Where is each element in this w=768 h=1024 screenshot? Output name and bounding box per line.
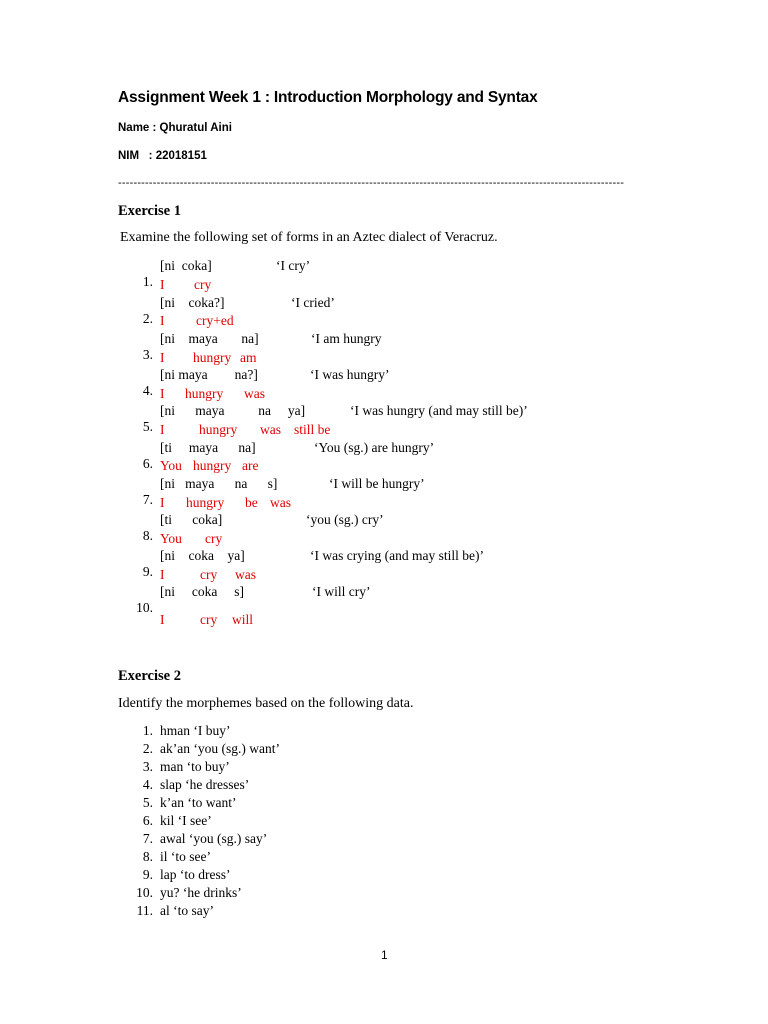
item-form: [ni coka s]	[160, 584, 244, 599]
red-gloss: are	[242, 458, 259, 473]
red-gloss: still be	[294, 422, 331, 437]
item-number: 2.	[142, 741, 153, 756]
exercise1-item-10	[136, 584, 371, 664]
item-number: 3.	[142, 759, 153, 774]
section-divider: -----------------------------------------------------------------------------------------------------------------------------------	[118, 177, 625, 189]
item-gloss: ‘I was hungry (and may still be)’	[350, 403, 528, 418]
item-gloss: ‘I will cry’	[312, 584, 371, 599]
exercise2-intro: Identify the morphemes based on the following data.	[118, 696, 414, 711]
red-gloss: was	[235, 567, 256, 582]
item-number: 7.	[142, 492, 153, 507]
item-number: 10.	[136, 885, 153, 900]
item-number: 10.	[136, 600, 153, 615]
red-gloss: You	[160, 531, 182, 546]
exercise2-heading: Exercise 2	[118, 668, 181, 684]
item-number: 9.	[142, 564, 153, 579]
item-form: [ni coka?]	[160, 295, 225, 310]
red-gloss: You	[160, 458, 182, 473]
item-number: 4.	[142, 777, 153, 792]
exercise1-heading: Exercise 1	[118, 203, 181, 219]
red-gloss: be	[245, 495, 258, 510]
red-gloss: cry	[200, 612, 218, 627]
red-gloss: I	[160, 386, 165, 401]
item-number: 4.	[142, 383, 153, 398]
page-title: Assignment Week 1 : Introduction Morphology and Syntax	[118, 89, 538, 106]
item-gloss: ‘I will be hungry’	[329, 476, 425, 491]
item-form: [ni maya na?]	[160, 367, 258, 382]
item-gloss: ‘I cried’	[291, 295, 335, 310]
red-gloss: cry	[194, 277, 212, 292]
red-gloss: will	[232, 612, 254, 627]
item-form: [ti maya na]	[160, 440, 256, 455]
item-number: 8.	[142, 528, 153, 543]
red-gloss: I	[160, 313, 165, 328]
red-gloss: was	[270, 495, 291, 510]
item-gloss: ‘You (sg.) are hungry’	[314, 440, 435, 455]
item-number: 2.	[142, 311, 153, 326]
red-gloss: I	[160, 612, 165, 627]
exercise1-intro: Examine the following set of forms in an Aztec dialect of Veracruz.	[120, 230, 498, 245]
item-form: [ni coka ya]	[160, 548, 245, 563]
item-text: k’an ‘to want’	[160, 795, 237, 810]
red-gloss: I	[160, 567, 165, 582]
item-gloss: ‘you (sg.) cry’	[306, 512, 384, 527]
red-gloss: was	[244, 386, 265, 401]
item-form: [ni maya na s]	[160, 476, 278, 491]
item-number: 9.	[142, 867, 153, 882]
red-gloss: hungry	[193, 350, 232, 365]
page-number: 1	[381, 948, 388, 962]
item-text: awal ‘you (sg.) say’	[160, 831, 268, 846]
red-gloss: I	[160, 350, 165, 365]
red-gloss: cry	[205, 531, 223, 546]
item-number: 7.	[142, 831, 153, 846]
item-number: 11.	[136, 903, 153, 918]
red-gloss: hungry	[185, 386, 224, 401]
red-gloss: I	[160, 277, 165, 292]
item-text: kil ‘I see’	[160, 813, 212, 828]
item-text: al ‘to say’	[160, 903, 214, 918]
red-gloss: was	[260, 422, 281, 437]
item-text: slap ‘he dresses’	[160, 777, 250, 792]
student-name: Name : Qhuratul Aini	[118, 122, 232, 134]
item-number: 3.	[142, 347, 153, 362]
item-number: 6.	[142, 813, 153, 828]
item-number: 5.	[142, 795, 153, 810]
item-number: 8.	[142, 849, 153, 864]
item-form: [ni coka]	[160, 258, 212, 273]
red-gloss: I	[160, 495, 165, 510]
item-text: man ‘to buy’	[160, 759, 230, 774]
red-gloss: cry	[200, 567, 218, 582]
student-nim: NIM : 22018151	[118, 150, 207, 162]
item-text: yu? ‘he drinks’	[160, 885, 242, 900]
red-gloss: hungry	[199, 422, 238, 437]
item-number: 1.	[142, 274, 153, 289]
red-gloss: I	[160, 422, 165, 437]
item-number: 1.	[142, 723, 153, 738]
item-gloss: ‘I am hungry	[311, 331, 382, 346]
red-gloss: hungry	[186, 495, 225, 510]
item-number: 6.	[142, 456, 153, 471]
item-gloss: ‘I cry’	[276, 258, 311, 273]
item-text: ak’an ‘you (sg.) want’	[160, 741, 280, 756]
red-gloss: cry+ed	[196, 313, 234, 328]
item-text: lap ‘to dress’	[160, 867, 231, 882]
item-form: [ti coka]	[160, 512, 223, 527]
item-form: [ni maya na]	[160, 331, 259, 346]
item-text: hman ‘I buy’	[160, 723, 231, 738]
item-form: [ni maya na ya]	[160, 403, 306, 418]
red-gloss: hungry	[193, 458, 232, 473]
item-text: il ‘to see’	[160, 849, 211, 864]
item-gloss: ‘I was crying (and may still be)’	[310, 548, 484, 563]
item-number: 5.	[142, 419, 153, 434]
red-gloss: am	[240, 350, 257, 365]
item-gloss: ‘I was hungry’	[310, 367, 390, 382]
